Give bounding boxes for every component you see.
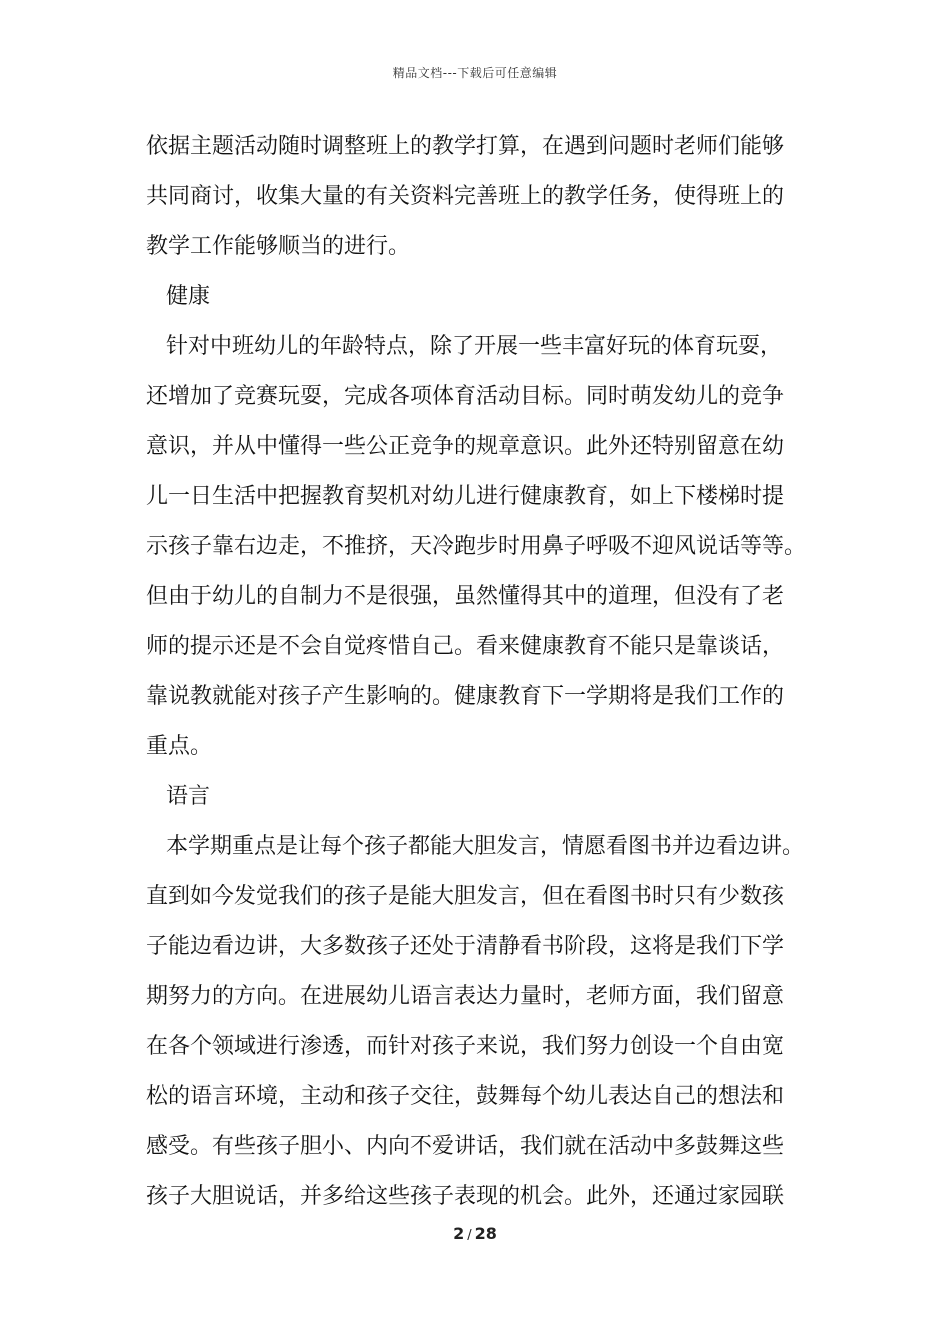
text-line: 但由于幼儿的自制力不是很强，虽然懂得其中的道理，但没有了老 <box>146 584 785 609</box>
text-line: 健康 <box>166 284 211 309</box>
text-line: 重点。 <box>146 734 213 759</box>
text-line: 教学工作能够顺当的进行。 <box>146 234 411 259</box>
text-line: 语言 <box>166 784 211 809</box>
current-page-number: 2 <box>453 1224 465 1243</box>
text-line: 松的语言环境，主动和孩子交往，鼓舞每个幼儿表达自己的想法和 <box>146 1084 785 1109</box>
total-pages-number: 28 <box>474 1224 497 1243</box>
text-line: 期努力的方向。在进展幼儿语言表达力量时，老师方面，我们留意 <box>146 984 785 1009</box>
page-number <box>0 1224 950 1243</box>
document-body <box>146 122 818 1222</box>
text-line: 在各个领域进行渗透，而针对孩子来说，我们努力创设一个自由宽 <box>146 1034 785 1059</box>
text-line: 依据主题活动随时调整班上的教学打算，在遇到问题时老师们能够 <box>146 134 785 159</box>
text-line: 师的提示还是不会自觉疼惜自己。看来健康教育不能只是靠谈话， <box>146 634 785 659</box>
text-line: 还增加了竞赛玩耍，完成各项体育活动目标。同时萌发幼儿的竞争 <box>146 384 785 409</box>
text-line: 针对中班幼儿的年龄特点，除了开展一些丰富好玩的体育玩耍， <box>166 334 783 359</box>
text-line: 共同商讨，收集大量的有关资料完善班上的教学任务，使得班上的 <box>146 184 785 209</box>
text-line: 意识，并从中懂得一些公正竞争的规章意识。此外还特别留意在幼 <box>146 434 785 459</box>
page-header: 精品文档---下载后可任意编辑 <box>392 66 558 80</box>
text-line: 示孩子靠右边走，不推挤，天冷跑步时用鼻子呼吸不迎风说话等等。 <box>146 534 807 559</box>
text-line: 靠说教就能对孩子产生影响的。健康教育下一学期将是我们工作的 <box>146 684 785 709</box>
text-line: 本学期重点是让每个孩子都能大胆发言，情愿看图书并边看边讲。 <box>166 834 805 859</box>
text-line: 子能边看边讲，大多数孩子还处于清静看书阶段，这将是我们下学 <box>146 934 785 959</box>
text-line: 孩子大胆说话，并多给这些孩子表现的机会。此外，还通过家园联 <box>146 1184 785 1209</box>
text-line: 直到如今发觉我们的孩子是能大胆发言，但在看图书时只有少数孩 <box>146 884 785 909</box>
page-separator: / <box>467 1228 472 1243</box>
text-line: 感受。有些孩子胆小、内向不爱讲话，我们就在活动中多鼓舞这些 <box>146 1134 785 1159</box>
text-line: 儿一日生活中把握教育契机对幼儿进行健康教育，如上下楼梯时提 <box>146 484 785 509</box>
